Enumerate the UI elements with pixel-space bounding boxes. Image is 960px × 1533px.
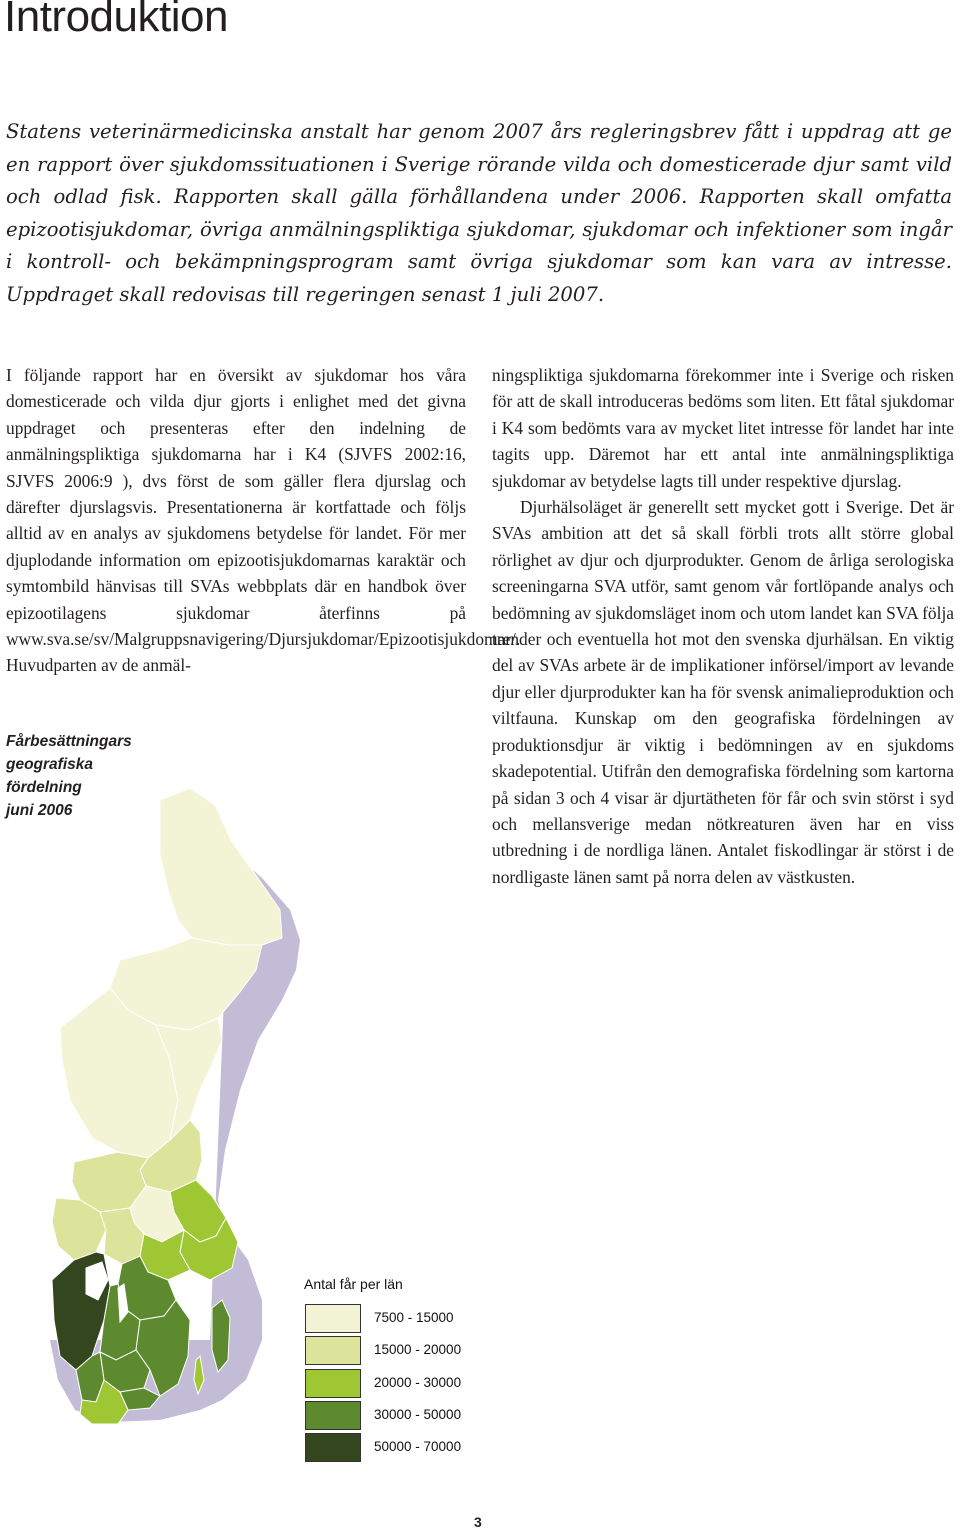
legend-title: Antal får per län <box>304 1276 403 1292</box>
county-norrbotten <box>160 788 282 945</box>
left-column-paragraph: I följande rapport har en översikt av sjukdomar hos våra domesticerade och vilda djur gjorts i enlighet med det givna uppdraget och presenteras efter den indelning de anmälningspliktiga sjukdomarna har i K4 (SJVFS 2002:16, SJVFS 2006:9 ), dvs först de som gäller flera djurslag och därefter djurslagsvis. Presentationerna är kortfattade och följs alltid av en analys av sjukdomens betydelse för landet. För mer djuplodande information om epizootisjukdomarnas karaktär och symtombild hänvisas till SVAs webbplats där en handbok över epizootilagens sjukdomar återfinns på www.sva.se/sv/Malgruppsnavigering/Djursjukdomar/Epizootisjukdomar/. Huvudparten av de anmäl- <box>6 365 521 676</box>
sweden-sheep-map <box>0 760 340 1430</box>
legend-item <box>305 1433 565 1463</box>
page-number: 3 <box>474 1514 482 1530</box>
legend-swatch <box>305 1433 361 1462</box>
legend-swatch <box>305 1336 361 1365</box>
legend-swatch <box>305 1401 361 1430</box>
legend-swatch <box>305 1369 361 1398</box>
page-title: Introduktion <box>4 0 228 41</box>
right-column-paragraph-1: ningspliktiga sjukdomarna förekommer inte i Sverige och risken för att de skall introduceras bedöms som liten. Ett fåtal sjukdomar i K4 som bedömts vara av mycket litet intresse för landet har inte tagits upp. Däremot har ett antal inte anmälningspliktiga sjukdomar av betydelse lagts till under respektive djurslag. <box>492 365 954 491</box>
right-column <box>492 362 954 890</box>
legend-label: 20000 - 30000 <box>374 1375 462 1390</box>
map-caption-line-1: Fårbesättningars <box>6 733 132 750</box>
legend-label: 15000 - 20000 <box>374 1342 462 1357</box>
legend-item <box>305 1401 565 1431</box>
legend-label: 50000 - 70000 <box>374 1439 462 1454</box>
map-caption-line-4: juni 2006 <box>6 802 73 819</box>
intro-paragraph: Statens veterinärmedicinska anstalt har genom 2007 års regleringsbrev fått i uppdrag att ge en rapport över sjukdomssituationen i Sverige rörande vilda och domesticerade djur samt vild och odlad fisk. Rapporten skall gälla förhållandena under 2006. Rapporten skall omfatta epizootisjukdomar, övriga anmälningspliktiga sjukdomar, sjukdomar och infektioner som ingår i kontroll- och bekämpningsprogram samt övriga sjukdomar som kan vara av intresse. Uppdraget skall redovisas till regeringen senast 1 juli 2007. <box>6 120 952 306</box>
island-gotland <box>212 1300 230 1372</box>
legend-label: 7500 - 15000 <box>374 1310 454 1325</box>
legend-item <box>305 1304 565 1334</box>
map-caption-line-2: geografiska <box>6 756 94 773</box>
map-caption-line-3: fördelning <box>6 779 82 796</box>
left-column <box>6 362 521 679</box>
legend-swatch <box>305 1304 361 1333</box>
legend-item <box>305 1369 565 1399</box>
right-column-paragraph-2: Djurhälsoläget är generellt sett mycket gott i Sverige. Det är SVAs ambition att det så skall förbli trots allt större global rörlighet av djur och djurprodukter. Genom de årliga serologiska screeningarna SVA utför, samt genom vår fortlöpande analys och bedömning av sjukdomsläget inom och utom landet kan SVA följa trender och eventuella hot mot den svenska djurhälsan. En viktig del av SVAs arbete är de implikationer införsel/import av levande djur eller djurprodukter kan ha för svensk animalieproduktion och viltfauna. Kunskap om den geografiska fördelningen av produktionsdjur är viktig i bedömningen av en sjukdoms skadepotential. Utifrån den demografiska fördelning som kartorna på sidan 3 och 4 visar är djurtätheten för får och svin störst i syd och mellansverige medan nötkreaturen även har en viss utbredning i de nordliga länen. Antalet fiskodlingar är störst i de nordligaste länen samt på norra delen av västkusten. <box>492 497 954 887</box>
legend-label: 30000 - 50000 <box>374 1407 462 1422</box>
legend-item <box>305 1336 565 1366</box>
